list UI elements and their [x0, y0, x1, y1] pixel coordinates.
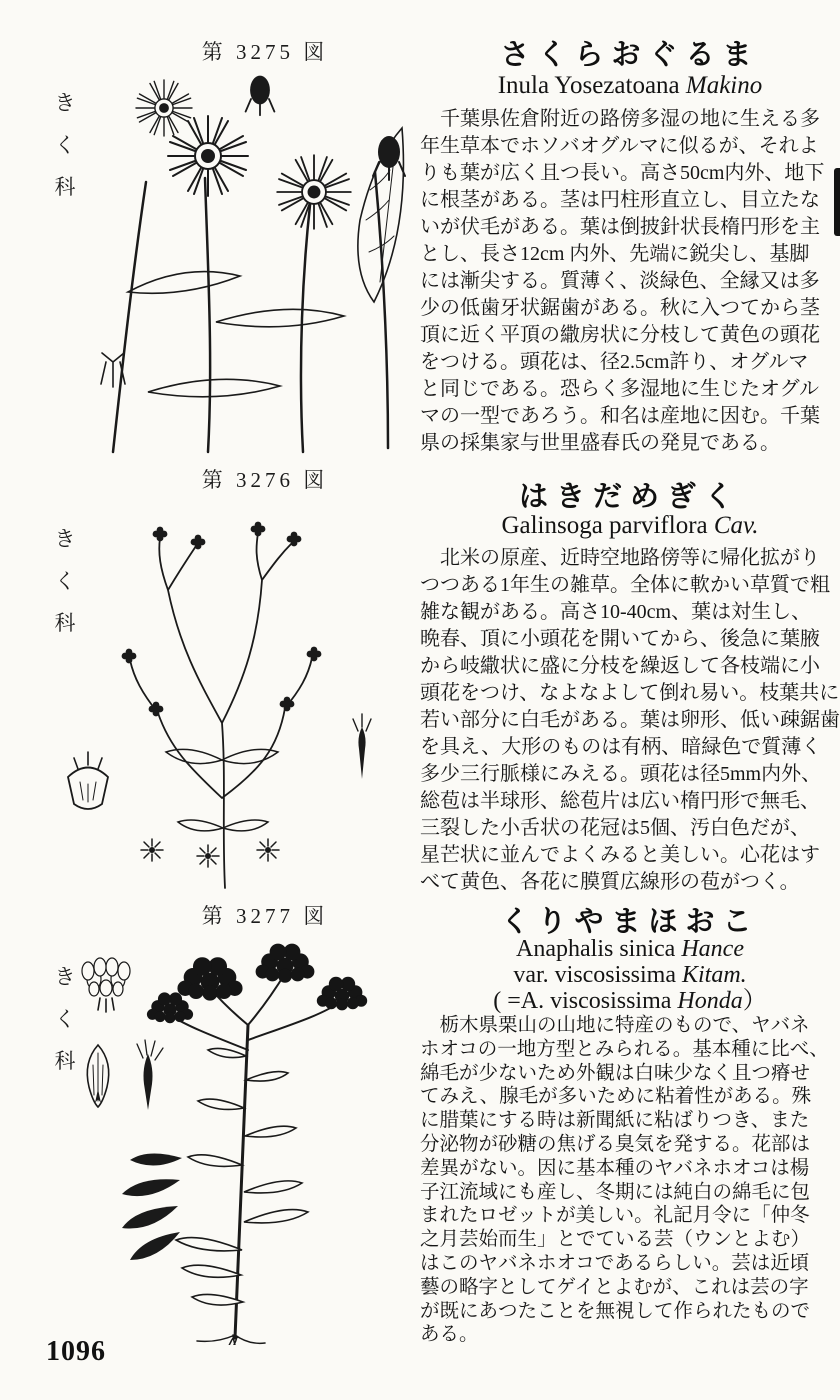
family-label: き く 科 — [54, 91, 76, 199]
latin-author: Makino — [685, 72, 763, 99]
figure-caption: 第 3277 図 — [201, 904, 329, 928]
latin-author: Honda — [677, 988, 743, 1014]
entry-body: 栃木県栗山の山地に特産のもので、ヤバネ ホオコの一地方型とみられる。基本種に比べ、 綿毛が少ないため外観は白味少なく且つ瘠せ てみえ、腺毛が多いために粘着性がある。殊 に腊葉にする時は新聞紙に粘ばりつき、また 分泌物が砂糖の焦げる臭気を発する。花部は 差異がない。因に基本種のヤバネホオコは楊 子江流域にも産し、冬期には純白の綿毛に包 まれたロゼットが美しい。礼記月令に「仲冬 之月芸始而生」とでている芸（ウンとよむ） はこのヤバネホオコであるらしい。芸は近頃 藝の略字としてゲイとよむが、これは芸の字 が既にあつたことを無視して作られたもので ある。 — [420, 1015, 829, 1346]
latin-roman: Anaphalis sinica — [516, 936, 682, 962]
entry-title: はきだめぎく — [518, 481, 741, 513]
figure-caption: 第 3275 図 — [201, 40, 329, 64]
anaphalis-plant-illustration — [30, 930, 420, 1345]
page-number: 1096 — [46, 1336, 106, 1367]
latin-roman: Galinsoga parviflora — [501, 512, 714, 539]
latin-author: Hance — [681, 936, 744, 962]
galinsoga-plant-illustration — [30, 498, 420, 890]
family-label: き く 科 — [54, 965, 76, 1073]
latin-line — [424, 962, 836, 988]
latin-author: Cav. — [713, 512, 759, 539]
latin-roman: var. viscosissima — [513, 962, 682, 988]
figure-caption: 第 3276 図 — [201, 468, 329, 492]
family-label: き く 科 — [54, 527, 76, 635]
latin-name — [424, 512, 836, 540]
inula-plant-illustration — [88, 60, 422, 458]
latin-author: Kitam. — [681, 962, 747, 988]
entry-body: 北米の原産、近時空地路傍等に帰化拡がり つつある1年生の雑草。全体に軟かい草質で粗 雑な観がある。高さ10-40cm、葉は対生し、 晩春、頂に小頭花を開いてから、後急に葉腋 から岐繖状に盛に分枝を繰返して各枝端に小 頭花をつけ、なよなよして倒れ易い。枝葉共に 若い部分に白毛がある。葉は卵形、低い疎鋸歯 を具え、大形のものは有柄、暗緑色で質薄く 多少三行脈様にみえる。頭花は径5mm内外、 総苞は半球形、総苞片は広い楕円形で無毛、 三裂した小舌状の花冠は5個、汚白色だが、 星芒状に並んでよくみると美しい。心花はす べて黄色、各花に膜質広線形の苞がつく。 — [420, 547, 840, 893]
latin-roman: ( =A. viscosissima — [493, 988, 678, 1014]
latin-suffix: ） — [742, 988, 767, 1014]
entry-body: 千葉県佐倉附近の路傍多湿の地に生える多 年生草本でホソバオグルマに似るが、それよ りも葉が広く且つ長い。高さ50cm内外、地下 に根茎がある。茎は円柱形直立し、目立たな いが伏毛がある。葉は倒披針状長楕円形を主 とし、長さ12cm 内外、先端に鋭尖し、基脚 には漸尖する。質薄く、淡緑色、全縁又は多 少の低歯牙状鋸歯がある。秋に入つてから茎 頂に近く平頂の繖房状に分枝して黄色の頭花 をつける。頭花は、径2.5cm許り、オグルマ と同じである。恐らく多湿地に生じたオグル マの一型であろう。和名は産地に因む。千葉 県の採集家与世里盛春氏の発見である。 — [420, 108, 825, 454]
entry-title: さくらおぐるま — [500, 39, 760, 71]
latin-line — [424, 936, 836, 962]
latin-line — [424, 988, 836, 1014]
latin-roman: Inula Yosezatoana — [497, 72, 686, 99]
entry-title: くりやまほおこ — [500, 906, 760, 938]
flowerhead-detail — [82, 958, 130, 1012]
latin-name — [424, 936, 836, 1014]
latin-name — [424, 72, 836, 100]
